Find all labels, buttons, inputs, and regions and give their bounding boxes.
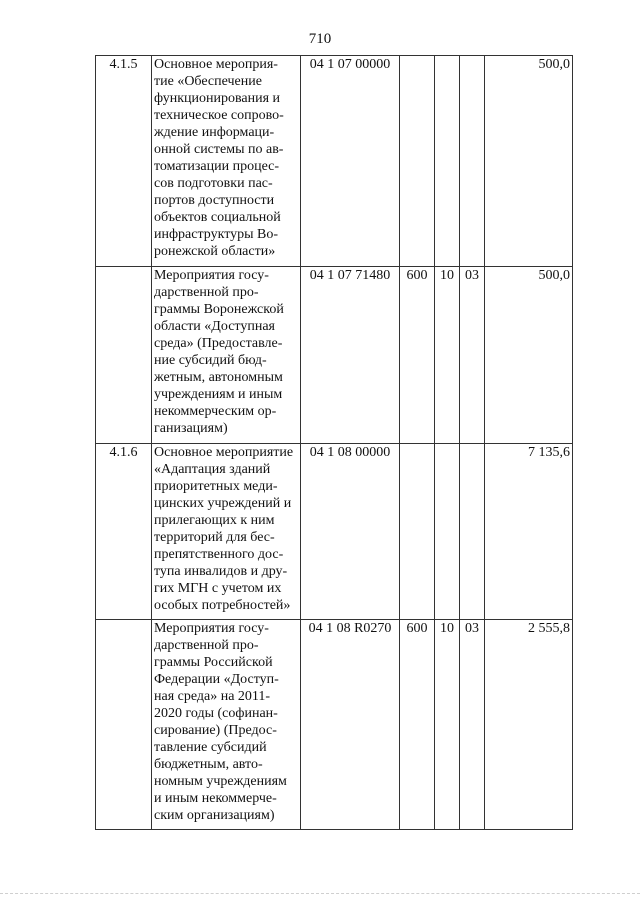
amount-cell: 7 135,6 xyxy=(485,444,573,620)
description-line: Мероприятия госу- xyxy=(154,621,269,636)
description-line: Основное мероприятие xyxy=(154,445,294,460)
item-number-cell: 4.1.5 xyxy=(96,56,152,267)
description-line: жетным, автономным xyxy=(154,370,283,385)
description-line: ганизациям) xyxy=(154,421,228,436)
description-line: ждение информаци- xyxy=(154,125,275,140)
subsection-cell: 03 xyxy=(460,620,485,830)
description-line: объектов социальной xyxy=(154,210,281,225)
description-line: некоммерческим ор- xyxy=(154,404,277,419)
program-code-cell: 04 1 08 00000 xyxy=(301,444,400,620)
program-code-cell: 04 1 08 R0270 xyxy=(301,620,400,830)
expense-type-cell xyxy=(400,444,435,620)
description-line: Основное мероприя- xyxy=(154,57,278,72)
description-line: тие «Обеспечение xyxy=(154,74,262,89)
description-cell xyxy=(152,267,301,444)
description-line: дарственной про- xyxy=(154,285,259,300)
description-line: и иным некоммерче- xyxy=(154,791,277,806)
page-number: 710 xyxy=(308,31,332,47)
description-line: дарственной про- xyxy=(154,638,259,653)
description-line: Федерации «Доступ- xyxy=(154,672,279,687)
description-line: цинских учреждений и xyxy=(154,496,292,511)
amount-cell: 2 555,8 xyxy=(485,620,573,830)
description-line: ная среда» на 2011- xyxy=(154,689,271,704)
description-line: среда» (Предоставле- xyxy=(154,336,283,351)
description-line: ние субсидий бюд- xyxy=(154,353,267,368)
description-line: онной системы по ав- xyxy=(154,142,284,157)
description-line: особых потребностей» xyxy=(154,598,291,613)
description-line: «Адаптация зданий xyxy=(154,462,271,477)
budget-table-body xyxy=(96,56,573,830)
table-row xyxy=(96,620,573,830)
expense-type-cell: 600 xyxy=(400,620,435,830)
section-cell xyxy=(435,444,460,620)
item-number-cell: 4.1.6 xyxy=(96,444,152,620)
description-line: граммы Российской xyxy=(154,655,273,670)
section-cell xyxy=(435,56,460,267)
subsection-cell xyxy=(460,444,485,620)
description-line: ским организациям) xyxy=(154,808,275,823)
description-line: тавление субсидий xyxy=(154,740,267,755)
description-line: области «Доступная xyxy=(154,319,275,334)
amount-cell: 500,0 xyxy=(485,267,573,444)
description-line: 2020 годы (софинан- xyxy=(154,706,278,721)
description-line: сирование) (Предос- xyxy=(154,723,277,738)
description-line: номным учреждениям xyxy=(154,774,287,789)
description-line: тупа инвалидов и дру- xyxy=(154,564,288,579)
description-line: гих МГН с учетом их xyxy=(154,581,282,596)
description-line: ронежской области» xyxy=(154,244,276,259)
description-line: препятственного дос- xyxy=(154,547,284,562)
description-line: территорий для бес- xyxy=(154,530,275,545)
description-line: инфраструктуры Во- xyxy=(154,227,279,242)
description-cell xyxy=(152,620,301,830)
program-code-cell: 04 1 07 00000 xyxy=(301,56,400,267)
scan-edge-divider xyxy=(0,893,640,894)
description-line: граммы Воронежской xyxy=(154,302,284,317)
table-row xyxy=(96,56,573,267)
description-line: учреждениям и иным xyxy=(154,387,283,402)
expense-type-cell: 600 xyxy=(400,267,435,444)
description-line: функционирования и xyxy=(154,91,281,106)
section-cell: 10 xyxy=(435,620,460,830)
description-line: приоритетных меди- xyxy=(154,479,278,494)
subsection-cell: 03 xyxy=(460,267,485,444)
amount-cell: 500,0 xyxy=(485,56,573,267)
item-number-cell xyxy=(96,267,152,444)
table-row xyxy=(96,267,573,444)
expense-type-cell xyxy=(400,56,435,267)
item-number-cell xyxy=(96,620,152,830)
subsection-cell xyxy=(460,56,485,267)
description-cell xyxy=(152,444,301,620)
section-cell: 10 xyxy=(435,267,460,444)
description-line: Мероприятия госу- xyxy=(154,268,269,283)
description-line: прилегающих к ним xyxy=(154,513,275,528)
description-line: томатизации процес- xyxy=(154,159,280,174)
description-line: техническое сопрово- xyxy=(154,108,284,123)
description-line: бюджетным, авто- xyxy=(154,757,263,772)
description-line: портов доступности xyxy=(154,193,275,208)
budget-table xyxy=(95,55,573,830)
program-code-cell: 04 1 07 71480 xyxy=(301,267,400,444)
table-row xyxy=(96,444,573,620)
description-line: сов подготовки пас- xyxy=(154,176,273,191)
description-cell xyxy=(152,56,301,267)
